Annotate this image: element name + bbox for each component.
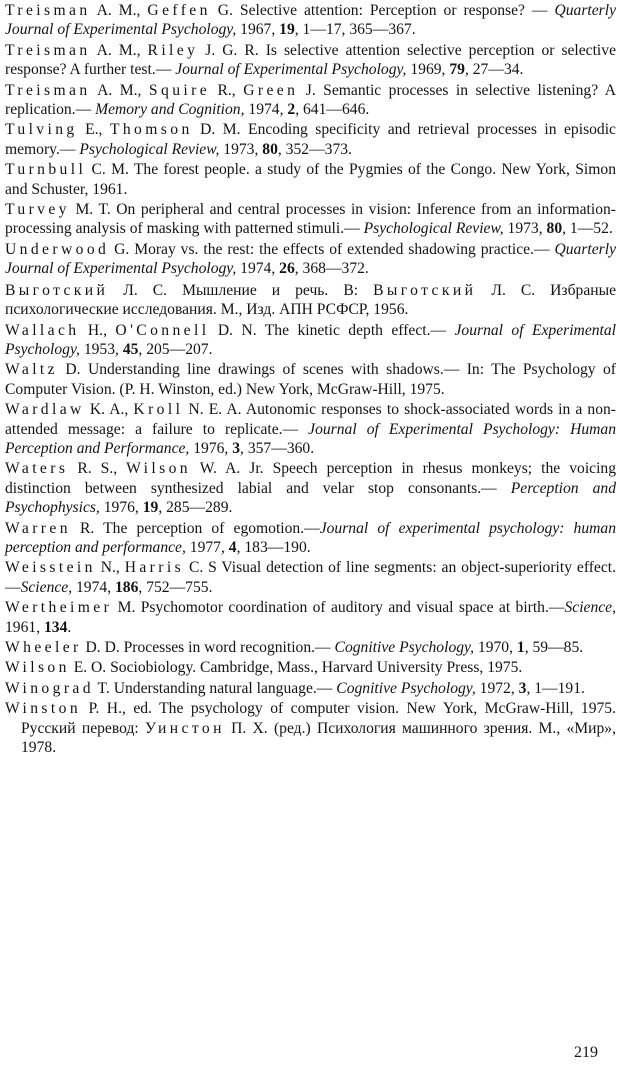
author-name: Wilson: [126, 460, 191, 478]
author-name: Warren: [5, 519, 71, 537]
journal-title: Cognitive Psychology,: [336, 679, 476, 697]
journal-title: Psychological Review,: [79, 140, 220, 158]
reference-entry: Treisman A. M., Riley J. G. R. Is selective attention selective perception or selective response? A further test.— Journal of Experimental Psychology, 1969, 79, 27—34.: [5, 41, 616, 79]
author-name: Underwood: [5, 240, 110, 258]
volume-number: 79: [449, 61, 465, 79]
journal-title: Quarterly Journal of Experimental Psychology,: [5, 2, 616, 39]
author-name: Waters: [5, 460, 69, 478]
journal-title: Science,: [564, 599, 616, 617]
reference-entry: Waltz D. Understanding line drawings of scenes with shadows.— In: The Psychology of Computer Vision. (P. H. Winston, ed.) New York, McGraw-Hill, 1975.: [5, 361, 616, 398]
author-name: Geffen: [147, 2, 211, 19]
volume-number: 2: [287, 101, 296, 119]
volume-number: 80: [262, 140, 278, 158]
author-name: Wilson: [5, 659, 70, 677]
volume-number: 80: [546, 220, 563, 238]
reference-entry: Tulving E., Thomson D. M. Encoding specificity and retrieval processes in episodic memory.— Psychological Review, 1973, 80, 352—373.: [5, 121, 616, 158]
author-name: Winston: [5, 700, 82, 718]
author-name: Уинстон: [144, 719, 225, 737]
author-name: Wardlaw: [5, 401, 85, 419]
journal-title: Quarterly Journal of Experimental Psychology,: [5, 240, 616, 278]
reference-entry: Wilson E. O. Sociobiology. Cambridge, Mass., Harvard University Press, 1975.: [5, 659, 523, 677]
volume-number: 19: [142, 499, 159, 517]
author-name: Waltz: [5, 361, 58, 379]
journal-title: Journal of experimental psychology: human perception and performance,: [5, 519, 616, 556]
volume-number: 3: [518, 679, 527, 697]
author-name: Treisman: [5, 81, 91, 99]
reference-entry: Weisstein N., Harris C. S Visual detection of line segments: an object-superiority effect.—Science, 1974, 186, 752—755.: [5, 559, 616, 596]
reference-entry: Underwood G. Moray vs. the rest: the effects of extended shadowing practice.— Quarterly Journal of Experimental Psychology, 1974, 26, 368—372.: [5, 240, 616, 278]
reference-entry: Wallach H., O'Connell D. N. The kinetic depth effect.— Journal of Experimental Psychology, 1953, 45, 205—207.: [5, 321, 616, 358]
journal-title: Perception and Psychophysics,: [5, 479, 616, 517]
reference-entry: Warren R. The perception of egomotion.—Journal of experimental psychology: human perception and performance, 1977, 4, 183—190.: [5, 519, 616, 556]
author-name: Turnbull: [5, 161, 87, 179]
volume-number: 3: [232, 439, 241, 457]
author-name: Wertheimer: [5, 599, 113, 617]
author-name: Wheeler: [5, 639, 82, 656]
volume-number: 26: [279, 260, 295, 278]
author-name: Weisstein: [5, 559, 96, 577]
reference-entry: Winograd T. Understanding natural language.— Cognitive Psychology, 1972, 3, 1—191.: [5, 679, 585, 697]
author-name: Turvey: [5, 201, 70, 219]
journal-title: Cognitive Psychology,: [334, 639, 474, 656]
author-name: O'Connell: [115, 321, 210, 339]
author-name: Выготский: [5, 281, 109, 299]
page-number: 219: [574, 1044, 598, 1061]
volume-number: 134: [43, 618, 68, 636]
reference-entry: Wheeler D. D. Processes in word recognition.— Cognitive Psychology, 1970, 1, 59—85.: [5, 639, 584, 656]
author-name: Wallach: [5, 321, 80, 339]
reference-entry: Wertheimer M. Psychomotor coordination of auditory and visual space at birth.—Science, 1961, 134.: [5, 599, 616, 636]
author-name: Выготский: [373, 281, 477, 299]
reference-entry: Treisman A. M., Squire R., Green J. Semantic processes in selective listening? A replication.— Memory and Cognition, 1974, 2, 641—646.: [5, 81, 617, 119]
author-name: Treisman: [5, 41, 91, 59]
journal-title: Psychological Review,: [363, 220, 504, 238]
author-name: Squire: [148, 81, 211, 99]
author-name: Riley: [147, 41, 199, 59]
author-name: Harris: [124, 559, 185, 577]
volume-number: 186: [115, 578, 139, 596]
reference-entry: Wardlaw K. A., Kroll N. E. A. Autonomic responses to shock-associated words in a non-attended message: a failure to replicate.— Journal of Experimental Psychology: Human Perception and Performance, 1976, 3, 357—360.: [5, 401, 616, 457]
volume-number: 4: [228, 538, 237, 556]
author-name: Treisman: [5, 2, 91, 19]
volume-number: 19: [279, 21, 295, 39]
journal-title: Journal of Experimental Psychology: Human Perception and Performance,: [5, 420, 616, 457]
reference-entry: Turvey M. T. On peripheral and central processes in vision: Inference from an information-processing analysis of masking with patterned stimuli.— Psychological Review, 1973, 80, 1—52.: [5, 201, 616, 238]
reference-entry: Turnbull C. M. The forest people. a study of the Pygmies of the Congo. New York, Simon and Schuster, 1961.: [5, 161, 616, 198]
author-name: Green: [243, 81, 299, 99]
reference-entry: Treisman A. M., Geffen G. Selective attention: Perception or response? — Quarterly Journal of Experimental Psychology, 1967, 19, 1—17, 365—367.: [5, 2, 616, 39]
journal-title: Journal of Experimental Psychology,: [175, 61, 407, 79]
author-name: Thomson: [109, 121, 193, 139]
reference-list: [5, 1, 616, 757]
reference-entry: Winston P. H., ed. The psychology of computer vision. New York, McGraw-Hill, 1975. Русский перевод: Уинстон П. Х. (ред.) Психология машинного зрения. М., «Мир», 1978.: [5, 700, 616, 757]
journal-title: Memory and Cognition,: [95, 101, 245, 119]
reference-entry: Waters R. S., Wilson W. A. Jr. Speech perception in rhesus monkeys; the voicing distinction between synthesized labial and velar stop consonants.— Perception and Psychophysics, 1976, 19, 285—289.: [5, 460, 616, 517]
author-name: Tulving: [5, 121, 78, 139]
journal-title: Science,: [20, 578, 73, 596]
author-name: Winograd: [5, 679, 94, 697]
reference-entry: Выготский Л. С. Мышление и речь. В: Выготский Л. С. Избраные психологические исследования. М., Изд. АПН РСФСР, 1956.: [5, 281, 616, 319]
volume-number: 1: [516, 639, 525, 656]
volume-number: 45: [122, 340, 139, 358]
author-name: Kroll: [133, 401, 184, 419]
journal-title: Journal of Experimental Psychology,: [5, 321, 616, 358]
